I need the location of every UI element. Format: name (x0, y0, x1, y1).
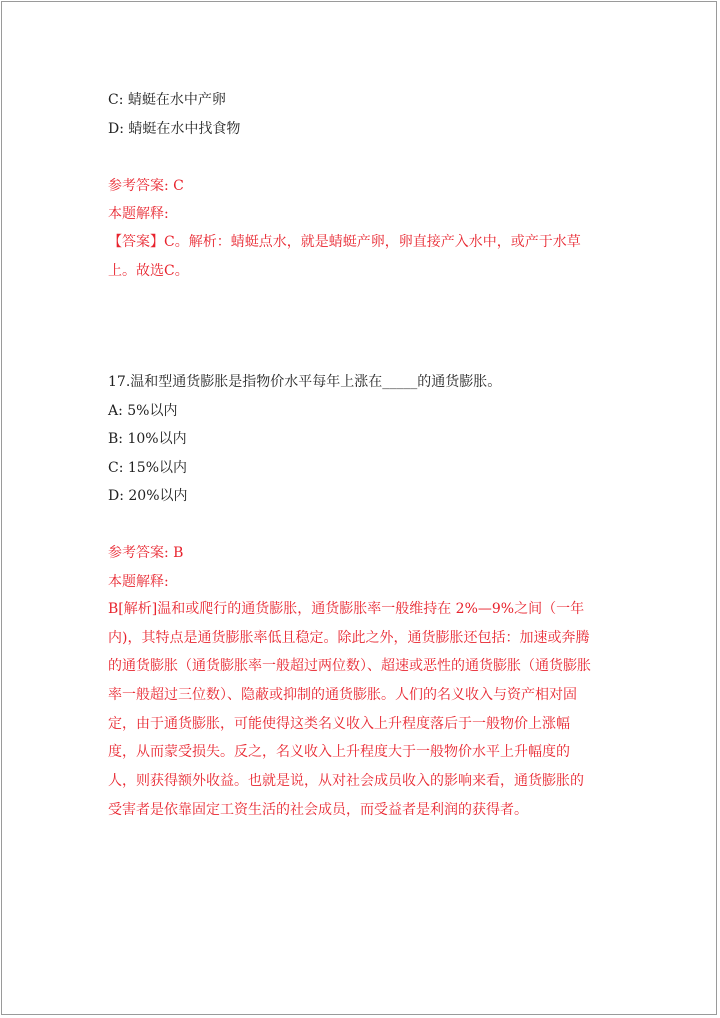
q16-explanation (108, 228, 596, 285)
q17-option-a: A: 5%以内 (108, 403, 178, 419)
q17-explain-line: 度，从而蒙受损失。反之，名义收入上升程度大于一般物价水平上升幅度的 (108, 744, 570, 761)
q17-explain-line: B[解析]温和或爬行的通货膨胀，通货膨胀率一般维持在 2%—9%之间（一年 (108, 601, 585, 617)
q16-option-c: C: 蜻蜓在水中产卵 (108, 92, 226, 108)
q16-option-d: D: 蜻蜓在水中找食物 (108, 121, 241, 137)
q17-explain-line: 人，则获得额外收益。也就是说，从对社会成员收入的影响来看，通货膨胀的 (108, 773, 584, 790)
q17-question: 17.温和型通货膨胀是指物价水平每年上涨在_____的通货膨胀。 (108, 374, 502, 390)
q17-explain-line: 受害者是依靠固定工资生活的社会成员，而受益者是利润的获得者。 (108, 801, 528, 818)
q17-explain-line: 定，由于通货膨胀，可能使得这类名义收入上升程度落后于一般物价上涨幅 (108, 715, 570, 732)
q16-explain-heading: 本题解释: (108, 206, 169, 222)
q16-explain-line: 上。故选C。 (108, 262, 189, 279)
q16-explain-line: 【答案】C。解析：蜻蜓点水，就是蜻蜓产卵，卵直接产入水中，或产于水草 (108, 234, 581, 250)
page-border (1, 1, 717, 1015)
q17-explain-line: 的通货膨胀（通货膨胀率一般超过两位数）、超速或恶性的通货膨胀（通货膨胀 (108, 658, 591, 675)
q17-answer: 参考答案: B (108, 545, 184, 561)
q17-explain-heading: 本题解释: (108, 574, 169, 590)
q17-option-c: C: 15%以内 (108, 460, 187, 476)
q17-explain-line: 内)，其特点是通货膨胀率低且稳定。除此之外，通货膨胀还包括：加速或奔腾 (108, 629, 590, 646)
q17-option-d: D: 20%以内 (108, 488, 188, 504)
q17-explain-line: 率一般超过三位数）、隐蔽或抑制的通货膨胀。人们的名义收入与资产相对固 (108, 687, 577, 704)
q16-answer: 参考答案: C (108, 178, 184, 194)
q17-explanation (108, 595, 596, 825)
q17-option-b: B: 10%以内 (108, 431, 187, 447)
